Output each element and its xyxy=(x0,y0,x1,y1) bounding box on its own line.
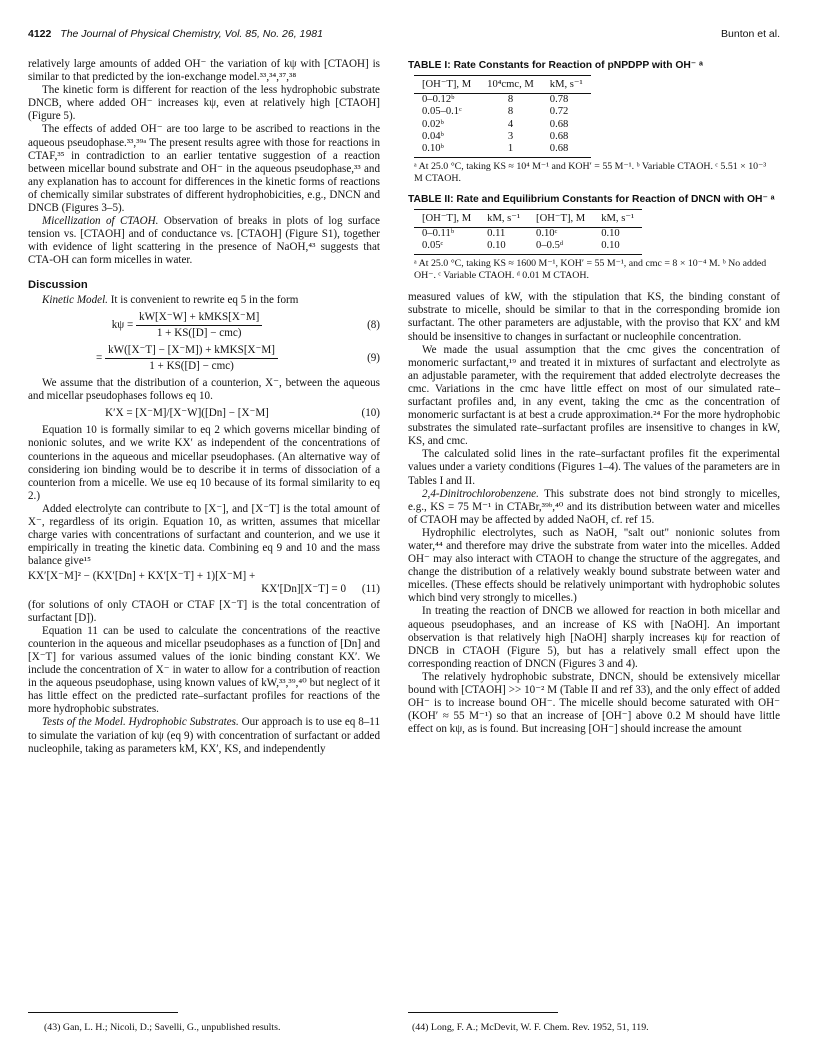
denominator: 1 + KS([D] − cmc) xyxy=(149,359,234,372)
paragraph: We assume that the distribution of a counterion, X⁻, between the aqueous and micellar pseudophases follows eq 10. xyxy=(28,377,380,403)
table-1-footnote: ᵃ At 25.0 °C, taking KS ≈ 10⁴ M⁻¹ and KOH′ = 55 M⁻¹. ᵇ Variable CTAOH. ᶜ 5.51 × 10⁻³ M CTAOH. xyxy=(414,161,767,184)
table-cell: 0–0.5ᵈ xyxy=(528,240,593,255)
equation-lhs: kψ = xyxy=(111,318,134,331)
table-1-title: TABLE I: Rate Constants for Reaction of pNPDPP with OH⁻ ᵃ xyxy=(408,60,703,71)
equation-body: K′X = [X⁻M]/[X⁻W]([Dn] − [X⁻M] xyxy=(105,407,269,420)
table-cell: 0.11 xyxy=(487,228,506,240)
left-column xyxy=(28,58,380,756)
table-row xyxy=(414,131,591,143)
table-cell: 3 xyxy=(507,130,514,142)
table-cell: 0.10ᶜ xyxy=(536,228,558,240)
paragraph xyxy=(408,488,780,527)
journal-citation: The Journal of Physical Chemistry, Vol. 85, No. 26, 1981 xyxy=(60,28,323,40)
table-cell: 0.04ᵇ xyxy=(422,130,444,142)
table-cell: 0.05ᶜ xyxy=(414,240,479,255)
paragraph: The calculated solid lines in the rate–surfactant profiles fit the experimental values under a variety conditions (Figures 1–4). The values of the parameters are in Tables I and II. xyxy=(408,448,780,487)
paragraph: The kinetic form is different for reaction of the less hydrophobic substrate DNCB, where added OH⁻ increases kψ, even at relatively high [CTAOH] (Figure 5). xyxy=(28,84,380,123)
paragraph: measured values of kW, with the stipulation that KS, the binding constant of substrate to micelle, should be similar to that in the corresponding bromide ion surfactant. The other parameters are adjustable, with the proviso that KX′ and kM should be insensitive to changes in surfactant or nucleophile concentration. xyxy=(408,291,780,343)
run-in-heading: Kinetic Model. xyxy=(42,293,108,306)
table-2-title: TABLE II: Rate and Equilibrium Constants for Reaction of DNCN with OH⁻ ᵃ xyxy=(408,193,775,205)
table-cell: 0.78 xyxy=(549,94,569,106)
table-1 xyxy=(414,75,591,158)
table-cell: 0.05–0.1ᶜ xyxy=(422,106,462,118)
footnote-rule xyxy=(28,1012,178,1013)
table-cell: 0.72 xyxy=(549,106,569,118)
table-row xyxy=(414,94,591,107)
paragraph: Added electrolyte can contribute to [X⁻], and [X⁻T] is the total amount of X⁻, regardless of its origin. Equation 10, as written, assumes that micellar charge varies with concentrations of surfactant and counterion, and we use it empirically in treating the kinetic data. Combining eq 9 and 10 and the mass balance give¹⁵ xyxy=(28,502,380,568)
page-number: 4122 xyxy=(28,28,52,40)
column-header: [OH⁻T], M xyxy=(414,209,479,227)
table-row xyxy=(414,143,591,158)
paragraph xyxy=(28,716,380,755)
right-column xyxy=(408,58,780,736)
table-cell: 8 xyxy=(507,94,514,106)
table-row xyxy=(414,240,642,255)
equation-11 xyxy=(28,570,380,596)
equation-8 xyxy=(28,311,380,340)
run-in-heading: Tests of the Model. Hydrophobic Substrates. xyxy=(42,716,239,729)
paragraph: The relatively hydrophobic substrate, DNCN, should be extensively micellar bound with [CTAOH] >> 10⁻² M (Table II and ref 33), and the only effect of added OH⁻ is to increase bound OH⁻. The micelle should become saturated with OH⁻ (KOH′ ≈ 55 M⁻¹) so that an increase of [OH⁻] above 0.2 M should have little effect on kψ, as is found. But increasing [OH⁻] should increase the amount xyxy=(408,670,780,736)
equation-lhs: = xyxy=(96,352,103,365)
paragraph-text: Our approach is to use eq 8–11 to simulate the variation of kψ (eq 9) with concentration of surfactant or added nucleophile, taking as parameters kM, KX′, KS, and independently xyxy=(28,716,380,755)
table-cell: 8 xyxy=(507,106,514,118)
table-cell: 0.10ᵇ xyxy=(414,143,479,158)
footnote-43: (43) Gan, L. H.; Nicoli, D.; Savelli, G., unpublished results. xyxy=(44,1022,281,1033)
paragraph: (for solutions of only CTAOH or CTAF [X⁻T] is the total concentration of surfactant [D]). xyxy=(28,598,380,624)
table-cell: 4 xyxy=(507,118,514,130)
table-cell: 0.68 xyxy=(549,118,569,130)
paragraph: Equation 10 is formally similar to eq 2 which governs micellar binding of nonionic solutes, and we write KX′ as independent of the concentrations of counterions in the aqueous and micellar pseudophases. (An alternative way of considering ion binding would be to describe it in terms of dissociation of a counterion from a micelle. We use eq 10 because of its formal similarity to eq 2.) xyxy=(28,424,380,502)
denominator: 1 + KS([D] − cmc) xyxy=(156,326,242,339)
paragraph-text: Observation of breaks in plots of log surface tension vs. [CTAOH] and of conductance vs. [CTAOH] (Figure S1), together with evidence of light scattering in the presence of NaOH,⁴³ suggests that CTA-OH can form micelles in water. xyxy=(28,215,380,267)
footnote-rule xyxy=(408,1012,558,1013)
page-header xyxy=(28,28,780,44)
paragraph: We made the usual assumption that the cmc gives the concentration of monomeric surfactant,¹⁹ and treated it in mixtures of surfactant and electrolyte as an adjustable parameter, with the requirement that added electrolyte decreases the cmc. Variations in the cmc have little effect on most of our simulated rate–surfactant profiles and, in any event, taking the cmc as the concentration of monomeric surfactant is at best a crude approximation.²⁴ For the more hydrophobic substrates the simulated rate–surfactant profiles are insensitive to changes in kW, KS, and cmc. xyxy=(408,343,780,448)
equation-10 xyxy=(28,407,380,420)
running-authors: Bunton et al. xyxy=(721,28,780,40)
equation-line: KX′[Dn][X⁻T] = 0 xyxy=(261,583,346,596)
paragraph: In treating the reaction of DNCB we allowed for reaction in both micellar and aqueous pseudophases, and an increase of KS with [NaOH]. An important observation is that relatively high [NaOH] sharply increases kψ for reaction of DNCB in CTAOH (Figure 5), but has a relatively small effect upon the corresponding reaction of DNCN (Figures 3 and 4). xyxy=(408,605,780,670)
table-cell: 0.10 xyxy=(601,228,620,240)
table-2 xyxy=(414,209,642,256)
paragraph: Equation 11 can be used to calculate the concentrations of the reactive counterion in the aqueous and micellar pseudophases as a function of [Dn] and [X⁻T] for various assumed values of the ionic binding constant KX′. We include the concentration of X⁻ in water to allow for a contribution of reaction in the aqueous pseudophase, using known values of kW,³³,³⁹,⁴⁰ but neglect of it has little effect on the predicted rate–surfactant profiles for reactions of the more hydrophobic substrates. xyxy=(28,624,380,716)
table-row xyxy=(414,228,642,241)
equation-number: (10) xyxy=(361,407,380,420)
equation-line: KX′[X⁻M]² − (KX′[Dn] + KX′[X⁻T] + 1)[X⁻M] + xyxy=(28,570,256,583)
column-header: [OH⁻T], M xyxy=(414,76,479,94)
table-2-footnote: ᵃ At 25.0 °C, taking KS ≈ 1600 M⁻¹, KOH′ = 55 M⁻¹, and cmc = 8 × 10⁻⁴ M. ᵇ No added OH⁻. ᶜ Variable CTAOH. ᵈ 0.01 M CTAOH. xyxy=(414,258,767,281)
table-cell: 0.02ᵇ xyxy=(422,118,444,130)
column-header: kM, s⁻¹ xyxy=(593,209,642,227)
equation-9 xyxy=(28,344,380,373)
equation-number: (8) xyxy=(367,318,380,331)
table-cell: 0–0.11ᵇ xyxy=(422,228,455,240)
paragraph: Hydrophilic electrolytes, such as NaOH, "salt out" nonionic solutes from water,⁴⁴ and therefore may drive the substrate from water into the micelles. Added OH⁻ may also interact with CTAOH to change the structure of the aggregates, and change the distribution of a relatively weakly bound substrate between water and micelles. (These effects should be relatively unimportant with hydrophobic solutes which bind very strongly to micelles.) xyxy=(408,526,780,605)
footnote-44: (44) Long, F. A.; McDevit, W. F. Chem. Rev. 1952, 51, 119. xyxy=(412,1022,649,1033)
column-header: kM, s⁻¹ xyxy=(542,76,591,94)
paragraph-text: This substrate does not bind strongly to micelles, e.g., KS = 75 M⁻¹ in CTABr,³⁹ᵇ,⁴⁰ and its distribution between water and micelles of CTAOH may be affected by added NaOH, cf. ref 15. xyxy=(408,487,780,526)
numerator: kW([X⁻T] − [X⁻M]) + kMKS[X⁻M] xyxy=(105,344,278,359)
table-cell: 0.68 xyxy=(549,130,569,142)
column-header: [OH⁻T], M xyxy=(528,209,593,227)
equation-number: (11) xyxy=(361,583,380,596)
run-in-heading: 2,4-Dinitrochlorobenzene. xyxy=(422,487,539,500)
equation-number: (9) xyxy=(367,351,380,364)
paragraph xyxy=(28,294,380,307)
equation-fraction xyxy=(105,344,278,373)
table-cell: 0.10 xyxy=(593,240,642,255)
paragraph-text: It is convenient to rewrite eq 5 in the form xyxy=(107,293,299,306)
equation-line-wrap xyxy=(28,583,380,596)
table-row xyxy=(414,106,591,118)
equation-fraction xyxy=(136,311,262,340)
column-header: kM, s⁻¹ xyxy=(479,209,528,227)
paragraph: relatively large amounts of added OH⁻ the variation of kψ with [CTAOH] is similar to that predicted by the ion-exchange model.³³,³⁴,³⁷,³⁸ xyxy=(28,58,380,84)
numerator: kW[X⁻W] + kMKS[X⁻M] xyxy=(136,311,262,326)
table-cell: 0–0.12ᵇ xyxy=(422,94,455,106)
table-cell: 1 xyxy=(479,143,542,158)
table-cell: 0.10 xyxy=(479,240,528,255)
paragraph: The effects of added OH⁻ are too large to be ascribed to reactions in the aqueous pseudophase.³³,³⁹ᵃ The present results agree with those for reactions in CTAF,³⁵ in contradiction to an earlier tentative suggestion of a reaction between micellar bound substrate and OH⁻ in the aqueous pseudophase,³³ and any explanation has to account for differences in the kinetic forms of reactions of chemically similar substrates of different hydrophobicities, e.g., DNCN and DNCB (Figures 3–5). xyxy=(28,123,380,215)
table-row xyxy=(414,119,591,131)
run-in-heading: Micellization of CTAOH. xyxy=(42,215,159,228)
paragraph xyxy=(28,215,380,267)
section-heading: Discussion xyxy=(28,278,88,291)
table-cell: 0.68 xyxy=(542,143,591,158)
column-header: 10⁴cmc, M xyxy=(479,76,542,94)
